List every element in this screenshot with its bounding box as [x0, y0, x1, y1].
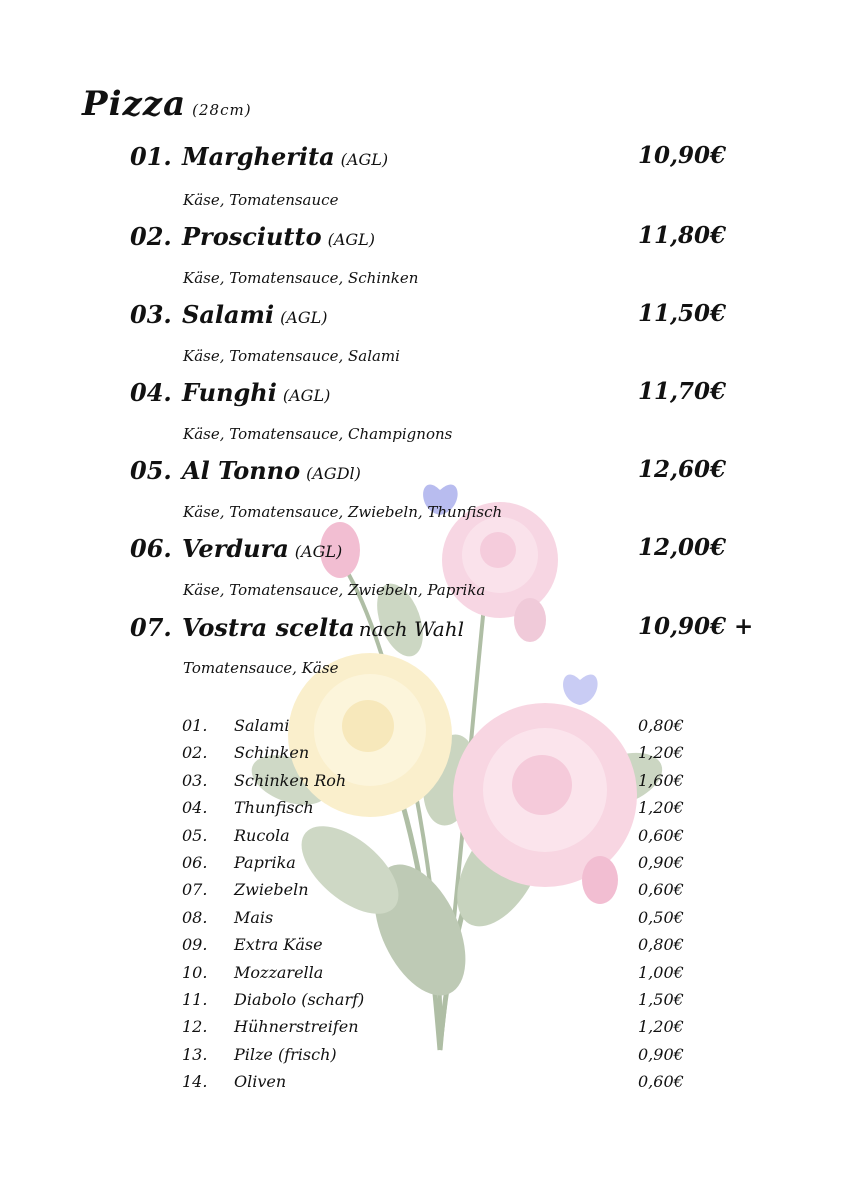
list-item — [182, 716, 722, 743]
menu-item-funghi — [130, 378, 770, 412]
item-number: 07. — [130, 613, 172, 642]
menu-item-margherita — [130, 142, 770, 176]
extra-name: Mais — [234, 907, 274, 927]
item-description: Käse, Tomatensauce, Champignons — [183, 425, 453, 443]
list-item — [182, 826, 722, 853]
item-number: 06. — [130, 534, 172, 563]
item-allergens: (AGL) — [340, 150, 389, 169]
item-allergens: (AGL) — [294, 542, 343, 561]
menu-title-text: Pizza — [82, 84, 187, 124]
extra-price: 1,20€ — [638, 798, 684, 818]
extra-name: Extra Käse — [234, 935, 323, 955]
extra-name: Oliven — [234, 1072, 287, 1092]
menu-item-al-tonno — [130, 456, 770, 490]
item-number: 01. — [130, 142, 172, 171]
list-item — [182, 935, 722, 962]
item-number: 05. — [130, 456, 172, 485]
menu-item-salami — [130, 300, 770, 334]
extra-number: 09. — [182, 935, 208, 955]
item-name — [182, 142, 388, 171]
extra-number: 04. — [182, 798, 208, 818]
list-item — [182, 908, 722, 935]
extra-price: 0,80€ — [638, 716, 684, 735]
extra-price: 0,60€ — [638, 880, 684, 900]
extra-number: 14. — [182, 1072, 208, 1092]
extra-number: 12. — [182, 1017, 208, 1037]
extra-name: Paprika — [234, 852, 296, 872]
list-item — [182, 771, 722, 798]
extra-price: 1,20€ — [638, 1017, 684, 1037]
extra-price: 1,50€ — [638, 989, 684, 1009]
extra-name: Schinken — [234, 743, 310, 763]
menu-size-note: (28cm) — [192, 101, 252, 119]
extra-price: 1,60€ — [638, 770, 684, 790]
extra-name: Diabolo (scharf) — [234, 989, 365, 1009]
extra-name: Salami — [234, 716, 290, 735]
extra-number: 05. — [182, 825, 208, 845]
menu-item-vostra-scelta — [130, 613, 770, 647]
item-name-suffix: nach Wahl — [358, 617, 464, 641]
item-name-text: Margherita — [182, 142, 335, 171]
menu-item-verdura — [130, 534, 770, 568]
extras-list — [182, 716, 722, 1099]
item-name-text: Funghi — [182, 378, 277, 407]
extra-name: Pilze (frisch) — [234, 1044, 337, 1064]
item-description: Käse, Tomatensauce, Salami — [183, 347, 400, 365]
item-price: 10,90€ — [638, 142, 727, 169]
item-price: 11,80€ — [638, 222, 727, 249]
item-allergens: (AGL) — [327, 230, 376, 249]
list-item — [182, 743, 722, 770]
extra-number: 10. — [182, 962, 208, 982]
extra-price: 0,90€ — [638, 1044, 684, 1064]
extra-price: 0,80€ — [638, 935, 684, 955]
item-allergens: (AGL) — [280, 308, 328, 327]
extra-name: Zwiebeln — [234, 880, 309, 900]
extra-number: 01. — [182, 716, 208, 735]
item-name — [182, 456, 361, 485]
item-description: Käse, Tomatensauce, Zwiebeln, Paprika — [183, 581, 486, 599]
extra-price: 0,50€ — [638, 907, 684, 927]
item-name — [182, 613, 464, 642]
item-number: 02. — [130, 222, 172, 251]
item-allergens: (AGDl) — [306, 464, 361, 483]
item-name — [182, 300, 328, 329]
extra-price: 0,60€ — [638, 825, 684, 845]
item-name — [182, 378, 330, 407]
extra-name: Hühnerstreifen — [234, 1017, 359, 1037]
item-description: Käse, Tomatensauce, Schinken — [183, 269, 419, 287]
item-price: 11,70€ — [638, 378, 727, 405]
item-name-text: Verdura — [182, 534, 289, 563]
item-price: 10,90€ + — [638, 613, 754, 640]
extra-number: 03. — [182, 770, 208, 790]
list-item — [182, 798, 722, 825]
extra-price: 0,60€ — [638, 1072, 684, 1092]
list-item — [182, 1045, 722, 1072]
item-name-text: Prosciutto — [182, 222, 322, 251]
list-item — [182, 1072, 722, 1099]
extra-name: Schinken Roh — [234, 770, 347, 790]
item-name-text: Vostra scelta — [182, 613, 355, 642]
list-item — [182, 880, 722, 907]
list-item — [182, 963, 722, 990]
menu-item-prosciutto — [130, 222, 770, 256]
list-item — [182, 853, 722, 880]
extra-number: 07. — [182, 880, 208, 900]
list-item — [182, 990, 722, 1017]
extra-number: 08. — [182, 907, 208, 927]
extra-number: 06. — [182, 852, 208, 872]
extra-number: 02. — [182, 743, 208, 763]
extra-number: 13. — [182, 1044, 208, 1064]
item-description: Käse, Tomatensauce, Zwiebeln, Thunfisch — [183, 503, 503, 521]
extra-price: 1,00€ — [638, 962, 684, 982]
list-item — [182, 1017, 722, 1044]
item-name-text: Salami — [182, 300, 275, 329]
item-number: 03. — [130, 300, 172, 329]
item-name — [182, 534, 342, 563]
item-allergens: (AGL) — [282, 386, 331, 405]
item-price: 12,00€ — [638, 534, 727, 561]
item-description: Käse, Tomatensauce — [183, 191, 339, 209]
extra-price: 1,20€ — [638, 743, 684, 763]
item-name-text: Al Tonno — [182, 456, 301, 485]
menu-title — [82, 84, 252, 124]
extra-price: 0,90€ — [638, 852, 684, 872]
item-price: 11,50€ — [638, 300, 727, 327]
item-number: 04. — [130, 378, 172, 407]
extra-name: Rucola — [234, 825, 290, 845]
item-description: Tomatensauce, Käse — [183, 659, 339, 677]
extra-name: Mozzarella — [234, 962, 324, 982]
item-name — [182, 222, 375, 251]
item-price: 12,60€ — [638, 456, 727, 483]
extra-name: Thunfisch — [234, 798, 314, 818]
extra-number: 11. — [182, 989, 208, 1009]
